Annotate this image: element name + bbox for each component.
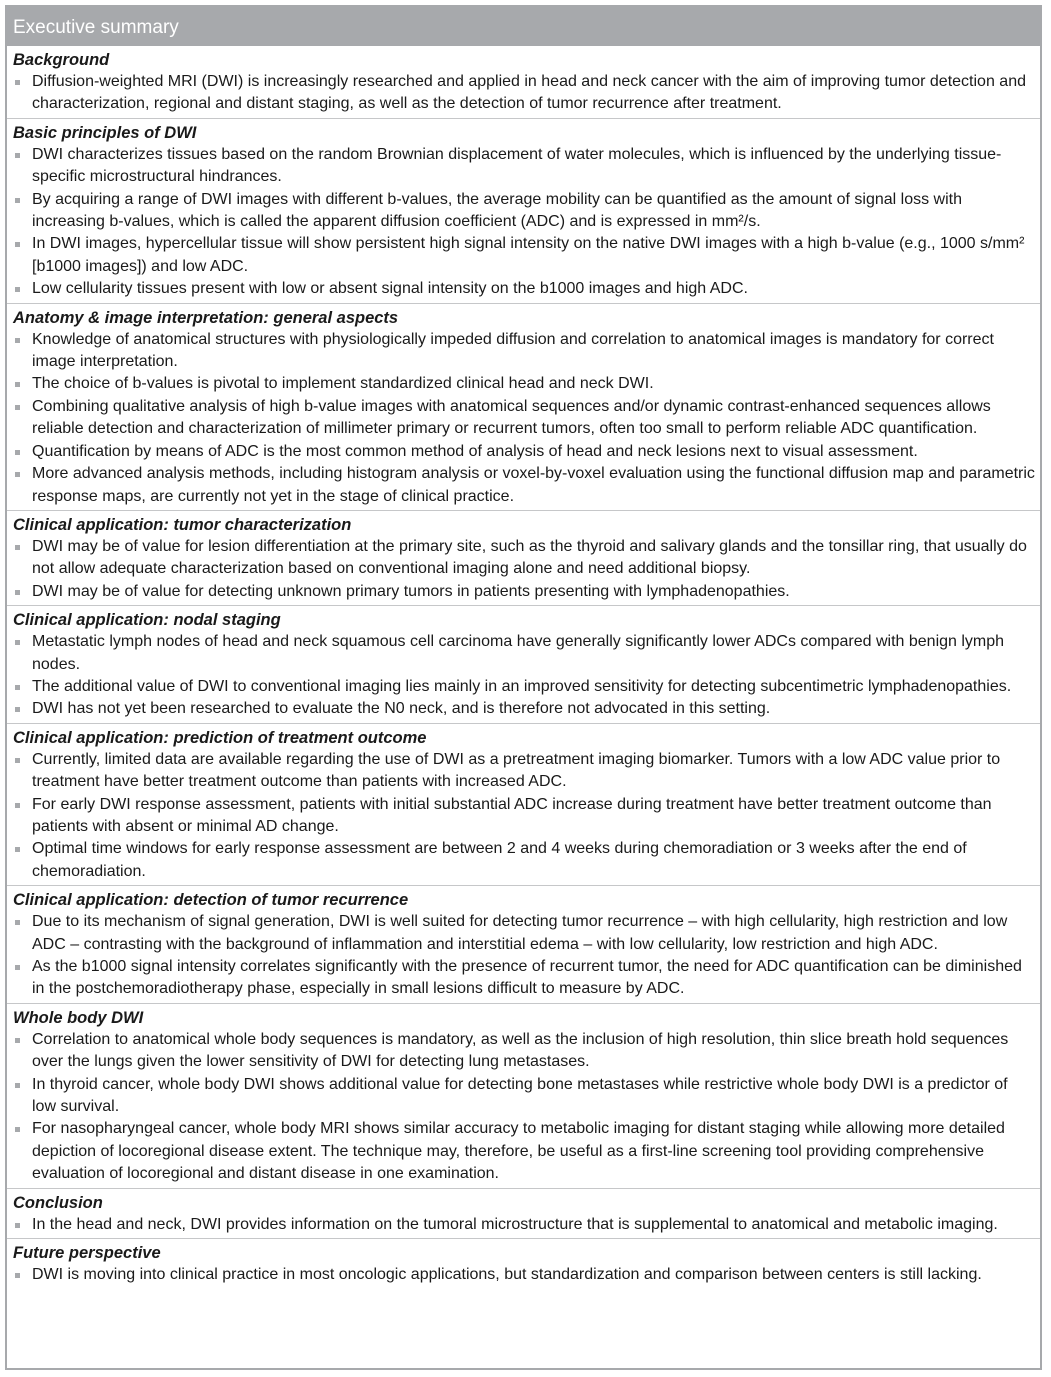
section-title: Anatomy & image interpretation: general aspects xyxy=(13,308,399,327)
section-title: Clinical application: tumor characterization xyxy=(13,515,352,534)
bullet-item: The choice of b-values is pivotal to implement standardized clinical head and neck DWI. xyxy=(13,373,1036,395)
bullet-list xyxy=(13,536,1036,603)
section-title: Clinical application: nodal staging xyxy=(13,611,281,630)
bullet-list xyxy=(13,1029,1036,1186)
bullet-list xyxy=(13,911,1036,1001)
summary-section xyxy=(7,118,1040,303)
bullet-item: DWI characterizes tissues based on the random Brownian displacement of water molecules, which is influenced by the underlying tissue-specific microstructural hindrances. xyxy=(13,144,1036,189)
section-title: Clinical application: prediction of treatment outcome xyxy=(13,728,427,747)
bullet-item: Quantification by means of ADC is the most common method of analysis of head and neck lesions next to visual assessment. xyxy=(13,441,1036,463)
bullet-list xyxy=(13,144,1036,301)
bullet-item: Metastatic lymph nodes of head and neck squamous cell carcinoma have generally significantly lower ADCs compared with benign lymph nodes. xyxy=(13,631,1036,676)
summary-section xyxy=(7,510,1040,605)
summary-section xyxy=(7,723,1040,885)
bullet-item: As the b1000 signal intensity correlates significantly with the presence of recurrent tumor, the need for ADC quantification can be diminished in the postchemoradiotherapy phase, especially in small lesions difficult to measure by ADC. xyxy=(13,956,1036,1001)
bullet-item: Due to its mechanism of signal generation, DWI is well suited for detecting tumor recurrence – with high cellularity, high restriction and low ADC – contrasting with the background of inflammation and interstitial edema – with low cellularity, low restriction and high ADC. xyxy=(13,911,1036,956)
bullet-list xyxy=(13,329,1036,508)
bullet-item: DWI is moving into clinical practice in most oncologic applications, but standardization and comparison between centers is still lacking. xyxy=(13,1264,1036,1286)
summary-section xyxy=(7,1188,1040,1238)
bullet-item: The additional value of DWI to conventional imaging lies mainly in an improved sensitivity for detecting subcentimetric lymphadenopathies. xyxy=(13,676,1036,698)
summary-section xyxy=(7,885,1040,1003)
summary-section xyxy=(7,303,1040,510)
bullet-item: Optimal time windows for early response assessment are between 2 and 4 weeks during chemoradiation or 3 weeks after the end of chemoradiation. xyxy=(13,838,1036,883)
section-title: Basic principles of DWI xyxy=(13,123,197,142)
section-title: Conclusion xyxy=(13,1193,103,1212)
summary-section xyxy=(7,1003,1040,1188)
bullet-list xyxy=(13,631,1036,721)
bullet-list xyxy=(13,1264,1036,1286)
bullet-list xyxy=(13,71,1036,116)
summary-section xyxy=(7,1238,1040,1288)
bullet-item: DWI has not yet been researched to evaluate the N0 neck, and is therefore not advocated in this setting. xyxy=(13,698,1036,720)
bullet-item: For nasopharyngeal cancer, whole body MRI shows similar accuracy to metabolic imaging for distant staging while allowing more detailed depiction of locoregional disease extent. The technique may, therefore, be useful as a first-line screening tool providing comprehensive evaluation of locoregional and distant disease in one examination. xyxy=(13,1118,1036,1185)
summary-sections xyxy=(7,46,1040,1288)
section-title: Whole body DWI xyxy=(13,1008,144,1027)
executive-summary-box xyxy=(5,5,1042,1370)
bullet-item: Diffusion-weighted MRI (DWI) is increasingly researched and applied in head and neck cancer with the aim of improving tumor detection and characterization, regional and distant staging, as well as the detection of tumor recurrence after treatment. xyxy=(13,71,1036,116)
bullet-item: By acquiring a range of DWI images with different b-values, the average mobility can be quantified as the amount of signal loss with increasing b-values, which is called the apparent diffusion coefficient (ADC) and is expressed in mm²/s. xyxy=(13,189,1036,234)
bullet-item: DWI may be of value for detecting unknown primary tumors in patients presenting with lymphadenopathies. xyxy=(13,581,1036,603)
section-title: Background xyxy=(13,51,110,69)
bullet-item: DWI may be of value for lesion differentiation at the primary site, such as the thyroid and salivary glands and the tonsillar ring, that usually do not allow adequate characterization based on conventional imaging alone and need additional biopsy. xyxy=(13,536,1036,581)
bullet-item: For early DWI response assessment, patients with initial substantial ADC increase during treatment have better treatment outcome than patients with absent or minimal AD change. xyxy=(13,794,1036,839)
bullet-list xyxy=(13,1214,1036,1236)
bullet-item: Knowledge of anatomical structures with physiologically impeded diffusion and correlation to anatomical images is mandatory for correct image interpretation. xyxy=(13,329,1036,374)
bullet-item: Low cellularity tissues present with low or absent signal intensity on the b1000 images and high ADC. xyxy=(13,278,1036,300)
bullet-item: In the head and neck, DWI provides information on the tumoral microstructure that is supplemental to anatomical and metabolic imaging. xyxy=(13,1214,1036,1236)
summary-section xyxy=(7,605,1040,723)
bullet-item: More advanced analysis methods, including histogram analysis or voxel-by-voxel evaluation using the functional diffusion map and parametric response maps, are currently not yet in the stage of clinical practice. xyxy=(13,463,1036,508)
bullet-list xyxy=(13,749,1036,883)
summary-header: Executive summary xyxy=(7,7,1040,46)
summary-section xyxy=(7,46,1040,118)
bullet-item: Correlation to anatomical whole body sequences is mandatory, as well as the inclusion of high resolution, thin slice breath hold sequences over the lungs given the lower sensitivity of DWI for detecting lung metastases. xyxy=(13,1029,1036,1074)
bullet-item: Combining qualitative analysis of high b-value images with anatomical sequences and/or dynamic contrast-enhanced sequences allows reliable detection and characterization of millimeter primary or recurrent tumors, often too small to perform reliable ADC quantification. xyxy=(13,396,1036,441)
section-title: Clinical application: detection of tumor recurrence xyxy=(13,891,409,910)
bullet-item: In DWI images, hypercellular tissue will show persistent high signal intensity on the native DWI images with a high b-value (e.g., 1000 s/mm² [b1000 images]) and low ADC. xyxy=(13,233,1036,278)
section-title: Future perspective xyxy=(13,1244,161,1263)
bullet-item: Currently, limited data are available regarding the use of DWI as a pretreatment imaging biomarker. Tumors with a low ADC value prior to treatment have better treatment outcome than patients with increased ADC. xyxy=(13,749,1036,794)
bullet-item: In thyroid cancer, whole body DWI shows additional value for detecting bone metastases while restrictive whole body DWI is a predictor of low survival. xyxy=(13,1074,1036,1119)
